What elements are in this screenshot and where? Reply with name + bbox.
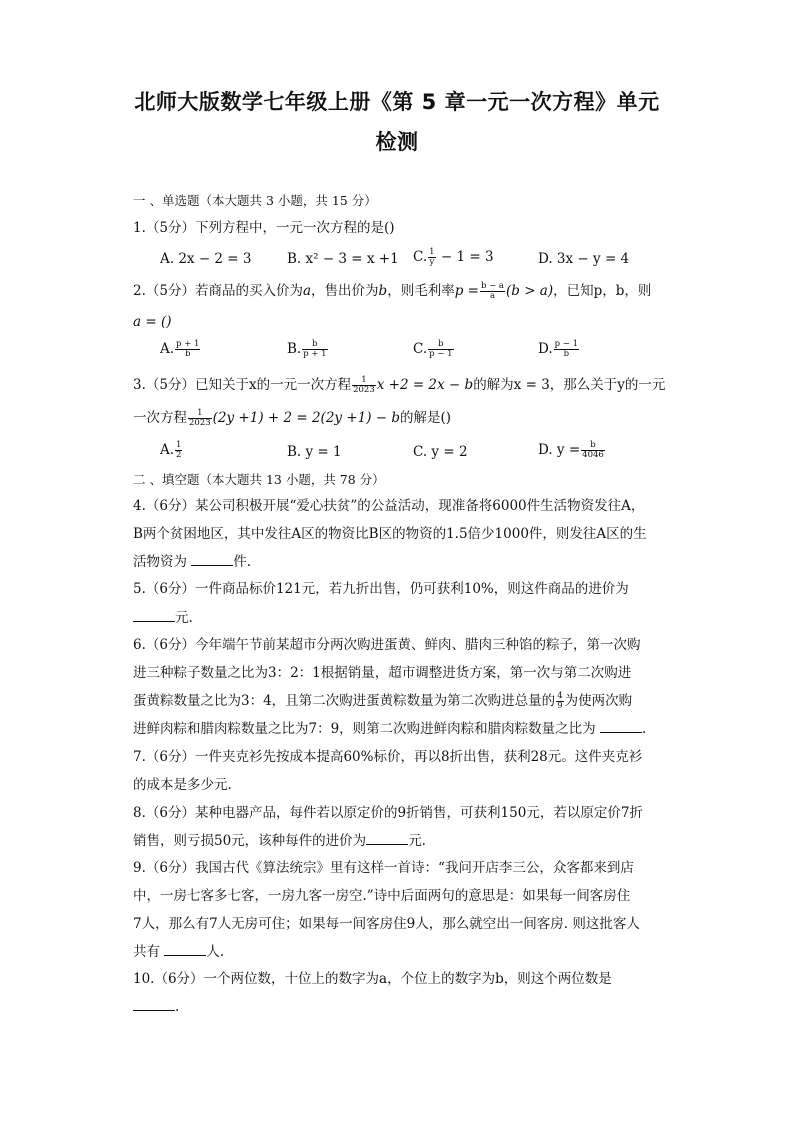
question-2-stem (133, 282, 663, 301)
question-8-line1: 8.（6分）某种电器产品，每件若以原定价的9折销售，可获利150元，若以原定价7折 (133, 805, 643, 821)
frac-denominator: 2 (176, 450, 182, 460)
question-5-line2 (133, 609, 663, 627)
q1-option-c-rest: − 1 = 3 (440, 249, 494, 265)
q10-end: . (175, 999, 180, 1015)
question-6-line2: 进三种粽子数量之比为3：2：1根据销量，超市调整进货方案，第一次与第二次购进 (133, 665, 632, 681)
question-10-line2 (133, 998, 663, 1016)
option-label: D. y = (538, 442, 581, 458)
option-label: C. (413, 341, 428, 357)
question-7-line1: 7.（6分）一件夹克衫先按成本提高60%标价，再以8折出售，获利28元。这件夹克衫 (133, 749, 643, 765)
q2-stem-part3: ，则毛利率 (387, 283, 455, 299)
option-fraction (428, 340, 453, 359)
q10-answer-blank[interactable] (133, 998, 175, 1011)
frac-numerator: 1 (429, 247, 435, 257)
frac-denominator: 2023 (353, 385, 375, 395)
q3-equation: x +2 = 2x − b (376, 377, 474, 393)
q2-var-a: a (302, 283, 312, 299)
q4-unit: 件. (233, 554, 252, 570)
q6-line4-text: 进鲜肉粽和腊肉粽数量之比为7：9，则第二次购进鲜肉粽和腊肉粽数量之比为 (133, 721, 596, 737)
question-9-line3: 7人，那么有7人无房可住；如果每一间客房住9人，那么就空出一间客房. 则这批客人 (133, 916, 640, 932)
q3-option-c: C. y = 2 (413, 444, 468, 460)
q2-stem-part2: ，售出价为 (311, 283, 379, 299)
q2-stem-part1: 2.（5分）若商品的买入价为 (133, 283, 303, 299)
frac-numerator: 1 (188, 409, 212, 419)
q8-unit: 元. (408, 833, 426, 849)
q1-option-c-fraction (428, 248, 435, 267)
section-heading-fill-in: 二 、填空题（本大题共 13 小题，共 78 分） (133, 472, 385, 487)
frac-denominator: 4046 (582, 450, 604, 460)
q2-margin-fraction (480, 282, 505, 301)
option-fraction (581, 441, 605, 460)
q8-answer-blank[interactable] (366, 832, 408, 845)
frac-numerator: b (302, 340, 327, 350)
q2-option-b (287, 340, 329, 359)
q1-option-a: A. 2x − 2 = 3 (160, 251, 252, 267)
frac-numerator: b (581, 441, 605, 451)
frac-denominator: 2023 (189, 418, 211, 428)
q2-option-c (413, 340, 455, 359)
frac-denominator: p − 1 (429, 349, 453, 359)
q2-var-b: b (378, 283, 388, 299)
q3-stem-part2: 的解为x = 3，那么关于y的一元 (473, 377, 666, 393)
q3-fraction (352, 376, 376, 395)
frac-numerator: 1 (352, 376, 376, 386)
question-7-line2: 的成本是多少元. (133, 777, 232, 793)
q3-line2-part1: 一次方程 (133, 410, 187, 426)
frac-numerator: b (428, 340, 453, 350)
q1-option-d: D. 3x − y = 4 (538, 251, 630, 267)
q5-answer-blank[interactable] (133, 609, 175, 622)
q6-line3-text: 蛋黄粽数量之比为3：4，且第二次购进蛋黄粽数量为第二次购进总量的 (133, 693, 556, 709)
question-1-stem: 1.（5分）下列方程中，一元一次方程的是() (133, 220, 395, 236)
question-8-line2 (133, 832, 663, 850)
question-4-line1: 4.（6分）某公司积极开展“爱心扶贫”的公益活动，现准备将6000件生活物资发往A， (133, 498, 645, 514)
question-3-line2 (133, 409, 663, 428)
q3-option-b: B. y = 1 (287, 444, 342, 460)
option-fraction (175, 441, 182, 460)
q9-unit: 人. (206, 944, 225, 960)
frac-denominator: a (489, 291, 496, 301)
q2-stem-part4: ，已知p，b，则 (553, 283, 652, 299)
question-9-line4 (133, 943, 663, 961)
q1-option-c-label: C. (413, 249, 428, 265)
q1-option-b: B. x² − 3 = x +1 (287, 251, 399, 267)
frac-denominator: y (429, 257, 435, 267)
question-6-line1: 6.（6分）今年端午节前某超市分两次购进蛋黄、鲜肉、腊肉三种馅的粽子，第一次购 (133, 637, 641, 653)
q9-text: 共有 (133, 944, 160, 960)
question-6-line3 (133, 692, 663, 711)
frac-numerator: p − 1 (554, 339, 579, 349)
q6-answer-blank[interactable] (600, 720, 642, 733)
option-fraction (554, 340, 579, 359)
q2-condition: (b > a) (506, 283, 554, 299)
q3-stem-part1: 3.（5分）已知关于x的一元一次方程 (133, 377, 352, 393)
frac-denominator: 9 (557, 701, 563, 711)
question-5-line1: 5.（6分）一件商品标价121元，若九折出售，仍可获利10%，则这件商品的进价为 (133, 581, 629, 597)
q2-option-a (160, 340, 201, 359)
question-2-line2: a = () (133, 314, 172, 330)
q4-text: 活物资为 (133, 554, 187, 570)
frac-denominator: b (185, 349, 191, 359)
q2-option-d (538, 340, 580, 359)
q1-option-c (413, 248, 494, 267)
question-4-line3 (133, 553, 663, 571)
option-label: A. (160, 442, 175, 458)
section-heading-single-choice: 一 、单选题（本大题共 3 小题，共 15 分） (133, 193, 377, 208)
q8-text: 销售，则亏损50元，该种每件的进价为 (133, 833, 367, 849)
q3-option-a (160, 441, 183, 460)
frac-numerator: p + 1 (176, 339, 200, 349)
q3-line2-part2: 的解是() (400, 410, 452, 426)
q6-fraction (556, 692, 563, 711)
option-fraction (175, 340, 200, 359)
option-label: D. (538, 341, 553, 357)
q6-end: . (641, 721, 647, 737)
question-4-line2: B两个贫困地区，其中发往A区的物资比B区的物资的1.5倍少1000件，则发往A区的生 (133, 526, 647, 542)
frac-numerator: b − a (480, 281, 504, 291)
q3-fraction-2 (188, 409, 212, 428)
q3-equation-2: (2y +1) + 2 = 2(2y +1) − b (212, 410, 401, 426)
q5-unit: 元. (175, 610, 193, 626)
question-3-stem (133, 375, 666, 395)
question-9-line2: 中，一房七客多七客，一房九客一房空.”诗中后面两句的意思是：如果每一间客房住 (133, 888, 631, 904)
question-6-line4 (133, 720, 663, 738)
option-label: B. (287, 341, 302, 357)
frac-numerator: 4 (557, 691, 563, 701)
frac-numerator: 1 (176, 440, 182, 450)
question-10-line1: 10.（6分）一个两位数，十位上的数字为a，个位上的数字为b，则这个两位数是 (133, 971, 612, 987)
question-9-line1: 9.（6分）我国古代《算法统宗》里有这样一首诗：“我问开店李三公，众客都来到店 (133, 860, 634, 876)
frac-denominator: p + 1 (303, 349, 327, 359)
q4-answer-blank[interactable] (191, 553, 233, 566)
doc-title-line1: 北师大版数学七年级上册《第 5 章一元一次方程》单元 (134, 90, 660, 114)
q6-line3-rest: 为使两次购 (564, 693, 633, 709)
doc-title-line2: 检测 (375, 130, 419, 154)
option-label: A. (160, 341, 175, 357)
option-fraction (302, 340, 327, 359)
q3-option-d (538, 441, 606, 460)
q9-answer-blank[interactable] (164, 943, 206, 956)
q2-p-eq: p = (454, 283, 479, 299)
frac-denominator: b (563, 349, 570, 359)
